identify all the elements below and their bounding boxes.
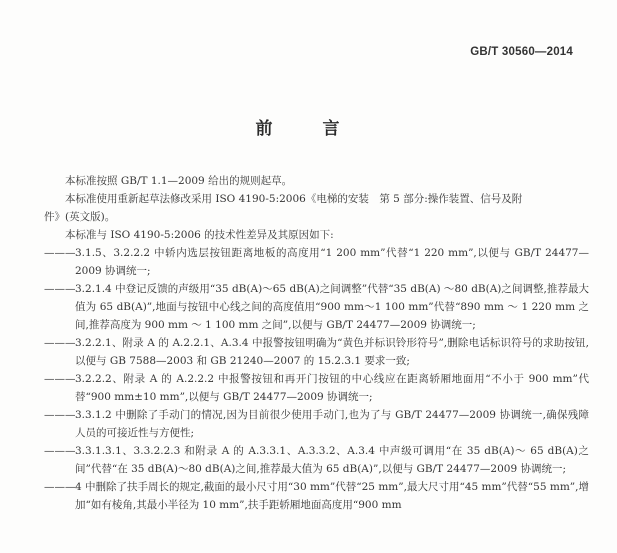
paragraph-drafting-rules: 本标准按照 GB/T 1.1—2009 给出的规则起草。 bbox=[65, 175, 293, 187]
dash-marker: ——— bbox=[44, 283, 75, 295]
dash-marker: ——— bbox=[44, 373, 75, 385]
list-item-text: 3.3.1.2 中删除了手动门的情况,因为目前很少使用手动门,也为了与 GB/T 24477—2009 协调统一,确保残障人员的可接近性与方便性; bbox=[75, 409, 589, 439]
list-item bbox=[44, 442, 589, 478]
document-body bbox=[44, 172, 589, 514]
list-item bbox=[44, 478, 589, 514]
paragraph-adoption-cont: 件》(英文版)。 bbox=[44, 211, 116, 223]
list-item-text: 4 中删除了扶手周长的规定,截面的最小尺寸用“30 mm”代替“25 mm”,最大尺寸用“45 mm”代替“55 mm”,增加“如有棱角,其最小半径为 10 mm”,扶手距轿厢地面高度用“900 mm bbox=[75, 481, 589, 511]
paragraph-differences-intro: 本标准与 ISO 4190-5:2006 的技术性差异及其原因如下: bbox=[65, 229, 334, 241]
list-item-text: 3.1.5、3.2.2.2 中轿内选层按钮距离地板的高度用“1 200 mm”代替“1 220 mm”,以便与 GB/T 24477—2009 协调统一; bbox=[75, 247, 589, 277]
dash-marker: ——— bbox=[44, 337, 75, 349]
list-item-text: 3.3.1.3.1、3.3.2.2.3 和附录 A 的 A.3.3.1、A.3.3.2、A.3.4 中声级可调用“在 35 dB(A)～ 65 dB(A)之间”代替“在 35 dB(A)～80 dB(A)之间,推荐最大值为 65 dB(A)”,以便与 GB/T 24477—2009 协调统一; bbox=[75, 445, 589, 475]
list-item bbox=[44, 370, 589, 406]
list-item bbox=[44, 406, 589, 442]
list-item bbox=[44, 334, 589, 370]
standard-number: GB/T 30560—2014 bbox=[470, 46, 573, 58]
dash-marker: ——— bbox=[44, 445, 75, 457]
page-title: 前 言 bbox=[255, 119, 362, 139]
paragraph-adoption: 本标准使用重新起草法修改采用 ISO 4190-5:2006《电梯的安装 第 5 部分:操作装置、信号及附 bbox=[65, 193, 523, 205]
list-item bbox=[44, 280, 589, 334]
list-item-text: 3.2.2.1、附录 A 的 A.2.2.1、A.3.4 中报警按钮明确为“黄色并标识铃形符号”,删除电话标识符号的求助按钮,以便与 GB 7588—2003 和 GB 21240—2007 的 15.2.3.1 要求一致; bbox=[75, 337, 589, 367]
list-item-text: 3.2.1.4 中登记反馈的声级用“35 dB(A)～65 dB(A)之间调整”代替“35 dB(A) ～80 dB(A)之间调整,推荐最大值为 65 dB(A)”,地面与按钮中心线之间的高度值用“900 mm～1 100 mm”代替“890 mm ～ 1 220 mm 之间,推荐高度为 900 mm ～ 1 100 mm 之间”,以便与 GB/T 24477—2009 协调统一; bbox=[75, 283, 589, 331]
dash-marker: ——— bbox=[44, 409, 75, 421]
list-item bbox=[44, 244, 589, 280]
dash-marker: ——— bbox=[44, 247, 75, 259]
list-item-text: 3.2.2.2、附录 A 的 A.2.2.2 中报警按钮和再开门按钮的中心线应在距离轿厢地面用“不小于 900 mm”代替“900 mm±10 mm”,以便与 GB/T 24477—2009 协调统一; bbox=[75, 373, 589, 403]
dash-marker: ——— bbox=[44, 481, 75, 493]
